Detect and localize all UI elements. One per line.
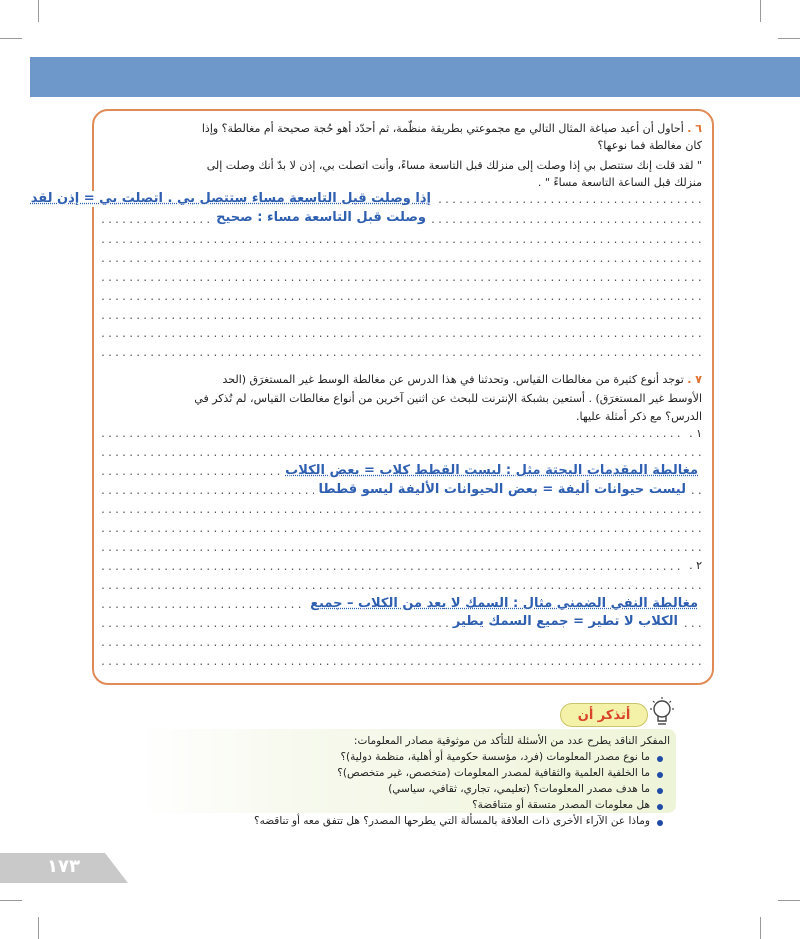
crop-mark-bottom-left-h <box>0 900 22 901</box>
reminder-item: هل معلومات المصدر متسقة أو متناقضة؟ <box>472 799 650 811</box>
answer-line <box>100 328 706 342</box>
reminder-title: أتذكر أن <box>560 703 648 727</box>
crop-mark-top-right <box>760 0 761 22</box>
answer-line <box>100 291 706 305</box>
item-2-label: ٢ . <box>689 559 702 572</box>
answer-line <box>100 428 680 442</box>
handwritten-answer-7-2-line-2: الكلاب لا تطير = جميع السمك يطير <box>449 614 682 630</box>
crop-mark-top-left <box>38 0 39 22</box>
question-6-line-4: منزلك قبل الساعة التاسعة مساءً " . <box>537 176 702 189</box>
question-6-line-3: " لقد قلت إنك ستتصل بي إذا وصلت إلى منزلك قبل التاسعة مساءً، وأنت اتصلت بي، إذن لا بدّ أنك وصلت إلى <box>206 159 702 172</box>
page-number: ١٧٣ <box>47 856 80 877</box>
crop-mark-top-left-h <box>0 38 22 39</box>
reminder-item: وماذا عن الآراء الأخرى ذات العلاقة بالمسألة التي يطرحها المصدر؟ هل تتفق معه أو تناقضه؟ <box>254 815 650 827</box>
answer-line <box>100 656 706 670</box>
question-6-number: ٦ . <box>687 122 702 135</box>
item-1-label: ١ . <box>689 427 702 440</box>
header-band <box>30 57 800 97</box>
handwritten-answer-6-line-1: إذا وصلت قبل التاسعة مساء ستتصل بي . اتصلت بي = إذن لقد <box>27 191 435 207</box>
lightbulb-icon <box>648 697 676 729</box>
crop-mark-top-right-h <box>778 38 800 39</box>
handwritten-answer-7-1-line-1: مغالطة المقدمات البحتة مثل : ليست القطط كلاب = بعض الكلاب <box>281 463 702 479</box>
reminder-item: ما هدف مصدر المعلومات؟ (تعليمي، تجاري، ثقافي، سياسي) <box>388 783 650 795</box>
answer-line <box>100 234 706 248</box>
bullet <box>657 772 663 778</box>
answer-line <box>100 310 706 324</box>
question-7-line-1: ٧ . توجد أنوع كثيرة من مغالطات القياس. وتحدثنا في هذا الدرس عن مغالطة الوسط غير المستغرَق (الحد <box>222 373 702 386</box>
answer-line <box>100 272 706 286</box>
question-6-line-1: ٦ . أحاول أن أعيد صياغة المثال التالي مع مجموعتي بطريقة منظّمة، ثم أحدّد أهو حُجة صحيحة أم مغالطة؟ وإذا <box>201 122 702 135</box>
answer-line <box>100 542 706 556</box>
bullet <box>657 820 663 826</box>
bullet <box>657 804 663 810</box>
answer-line <box>100 347 706 361</box>
question-6-line-2: كان مغالطة فما نوعها؟ <box>597 139 702 152</box>
answer-line <box>100 580 706 594</box>
handwritten-answer-6-line-2: وصلت قبل التاسعة مساء : صحيح <box>212 210 430 226</box>
question-7-number: ٧ . <box>687 373 702 386</box>
handwritten-answer-7-1-line-2: ليست حيوانات أليفة = بعض الحيوانات الأليفة ليسو قططا <box>314 482 690 498</box>
answer-line <box>100 504 706 518</box>
answer-line <box>100 637 706 651</box>
reminder-item: ما الخلفية العلمية والثقافية لمصدر المعلومات (متخصص، غير متخصص)؟ <box>337 767 650 779</box>
reminder-item: ما نوع مصدر المعلومات (فرد، مؤسسة حكومية أو أهلية، منظمة دولية)؟ <box>340 751 650 763</box>
reminder-intro: المفكر الناقد يطرح عدد من الأسئلة للتأكد من موثوقية مصادر المعلومات: <box>353 735 670 747</box>
question-7-line-3: الدرس؟ مع ذكر أمثلة عليها. <box>576 410 702 423</box>
answer-line <box>100 447 706 461</box>
bullet <box>657 756 663 762</box>
bullet <box>657 788 663 794</box>
crop-mark-bottom-right <box>760 917 761 939</box>
answer-line <box>100 561 680 575</box>
answer-line <box>100 523 706 537</box>
crop-mark-bottom-right-h <box>778 900 800 901</box>
question-7-line-2: الأوسط غير المستغرَق) . أستعين بشبكة الإنترنت للبحث عن اثنين آخرين من أنواع مغالطات القياس، لم تُذكر في <box>194 392 702 405</box>
handwritten-answer-7-2-line-1: مغالطة النفي الضمني مثال : السمك لا يعد من الكلاب – جميع <box>306 596 702 612</box>
crop-mark-bottom-left <box>38 917 39 939</box>
answer-line <box>100 253 706 267</box>
